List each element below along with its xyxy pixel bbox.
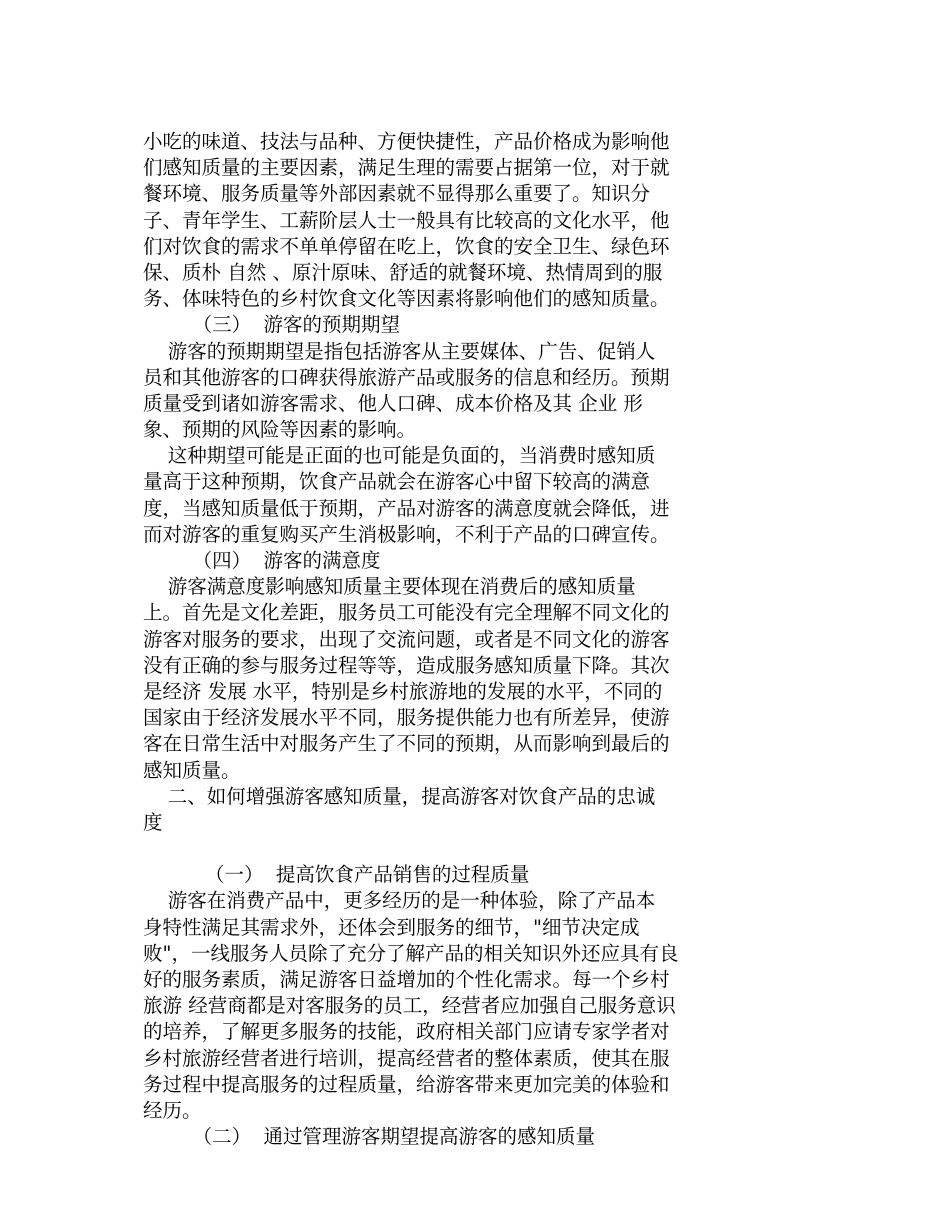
text-line: 败"，一线服务人员除了充分了解产品的相关知识外还应具有良 xyxy=(143,941,679,965)
text-line: 身特性满足其需求外，还体会到服务的细节，"细节决定成 xyxy=(143,915,640,939)
text-line: 没有正确的参与服务过程等等，造成服务感知质量下降。其次 xyxy=(143,653,670,677)
text-line: 务过程中提高服务的过程质量，给游客带来更加完美的体验和 xyxy=(143,1072,670,1096)
text-line: 度 xyxy=(143,810,163,834)
text-line: 而对游客的重复购买产生消极影响，不利于产品的口碑宣传。 xyxy=(143,522,670,546)
text-line: （二） 通过管理游客期望提高游客的感知质量 xyxy=(143,1125,595,1149)
text-line: 质量受到诸如游客需求、他人口碑、成本价格及其 企业 形 xyxy=(143,391,643,415)
text-line: 乡村旅游经营者进行培训，提高经营者的整体素质，使其在服 xyxy=(143,1046,670,1070)
text-line: 量高于这种预期，饮食产品就会在游客心中留下较高的满意 xyxy=(143,470,651,494)
text-line: 游客对服务的要求，出现了交流问题，或者是不同文化的游客 xyxy=(143,627,670,651)
text-line: 游客在消费产品中，更多经历的是一种体验，除了产品本 xyxy=(143,889,656,913)
text-line: 餐环境、服务质量等外部因素就不显得那么重要了。知识分 xyxy=(143,182,651,206)
text-line: 客在日常生活中对服务产生了不同的预期，从而影响到最后的 xyxy=(143,732,670,756)
text-line: 旅游 经营商都是对客服务的员工，经营者应加强自己服务意识 xyxy=(143,994,676,1018)
text-line: （三） 游客的预期期望 xyxy=(143,313,400,337)
text-line: 保、质朴 自然 、原汁原味、舒适的就餐环境、热情周到的服 xyxy=(143,260,663,284)
text-line: 好的服务素质，满足游客日益增加的个性化需求。每一个乡村 xyxy=(143,968,670,991)
blank-line xyxy=(143,836,743,862)
text-line: 子、青年学生、工薪阶层人士一般具有比较高的文化水平，他 xyxy=(143,208,670,232)
text-line: 的培养，了解更多服务的技能，政府相关部门应请专家学者对 xyxy=(143,1020,670,1044)
document-body xyxy=(143,129,743,1150)
text-line: 游客的预期期望是指包括游客从主要媒体、广告、促销人 xyxy=(143,339,656,363)
text-line: 象、预期的风险等因素的影响。 xyxy=(143,418,417,442)
text-line: 员和其他游客的口碑获得旅游产品或服务的信息和经历。预期 xyxy=(143,365,670,389)
text-line: 是经济 发展 水平，特别是乡村旅游地的发展的水平，不同的 xyxy=(143,679,663,703)
text-line: 们感知质量的主要因素，满足生理的需要占据第一位，对于就 xyxy=(143,156,670,180)
text-line: 经历。 xyxy=(143,1098,202,1122)
text-line: 们对饮食的需求不单单停留在吃上，饮食的安全卫生、绿色环 xyxy=(143,234,670,258)
text-line: 上。首先是文化差距，服务员工可能没有完全理解不同文化的 xyxy=(143,601,670,625)
text-line: 二、如何增强游客感知质量，提高游客对饮食产品的忠诚 xyxy=(143,784,656,808)
text-line: （一） 提高饮食产品销售的过程质量 xyxy=(143,863,530,887)
text-line: 这种期望可能是正面的也可能是负面的，当消费时感知质 xyxy=(143,444,656,468)
text-line: 务、体味特色的乡村饮食文化等因素将影响他们的感知质量。 xyxy=(143,287,670,311)
text-line: 国家由于经济发展水平不同，服务提供能力也有所差异，使游 xyxy=(143,706,670,730)
text-line: 感知质量。 xyxy=(143,758,241,782)
text-line: 游客满意度影响感知质量主要体现在消费后的感知质量 xyxy=(143,575,636,599)
text-line: 度，当感知质量低于预期，产品对游客的满意度就会降低，进 xyxy=(143,496,670,520)
text-line: 小吃的味道、技法与品种、方便快捷性，产品价格成为影响他 xyxy=(143,130,670,153)
text-line: （四） 游客的满意度 xyxy=(143,549,381,572)
